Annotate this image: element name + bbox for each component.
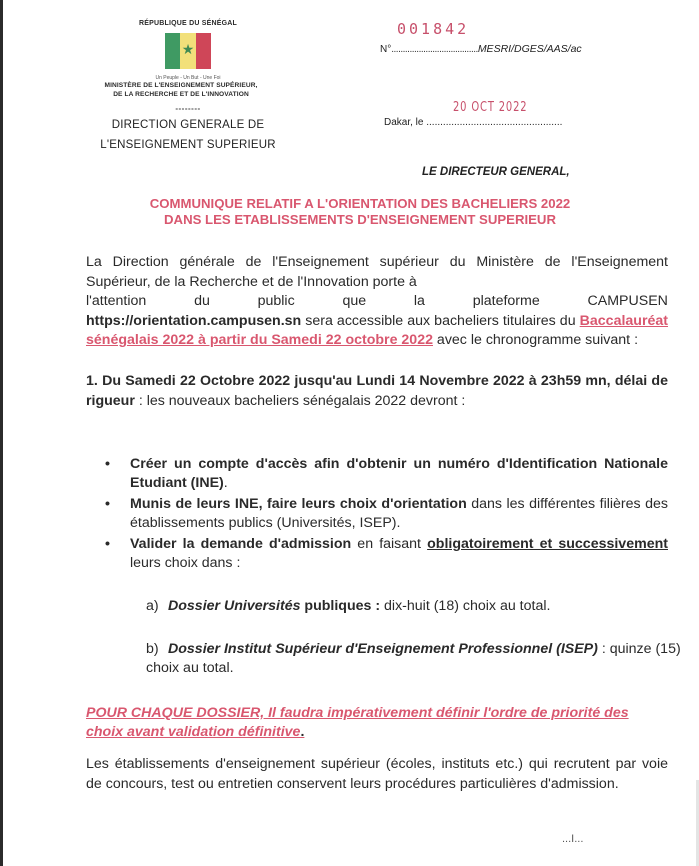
sub-rest: : quinze (15) choix au total.: [146, 641, 681, 676]
bullet-rest: leurs choix dans :: [130, 555, 241, 571]
star-icon: ★: [181, 41, 195, 57]
list-item: [105, 495, 668, 533]
bullet-icon: •: [105, 496, 110, 512]
sub-item-b: [146, 640, 686, 678]
ref-code: MESRI/DGES/AAS/ac: [477, 43, 582, 55]
list-item: [105, 455, 668, 493]
reference-number-stamp: 001842: [397, 20, 470, 38]
national-motto: Un Peuple - Un But - Une Foi: [155, 75, 221, 81]
priority-notice: [86, 704, 668, 742]
sub-item-a: [146, 597, 686, 616]
sub-label: a): [146, 598, 159, 614]
intro-line-1: La Direction générale de l'Enseignement supérieur du Ministère de l'Enseignement Supérieur, de la Recherche et de l'Innovation porte à: [86, 254, 668, 290]
bullet-rest: .: [223, 475, 228, 491]
notice-text: POUR CHAQUE DOSSIER, Il faudra impérativement définir l'ordre de priorité des choix avant validation définitive: [86, 705, 629, 740]
bullet-icon: •: [105, 456, 110, 472]
platform-url-link[interactable]: https://orientation.campusen.sn: [86, 312, 302, 329]
reference-line: [380, 43, 582, 55]
intro-after-highlight: avec le chronogramme suivant :: [432, 332, 639, 348]
ref-dots: ......................................: [391, 44, 478, 55]
closing-paragraph: Les établissements d'enseignement supérieur (écoles, instituts etc.) qui recrutent par voie de concours, test ou entretien conservent leurs procédures particulières d'admission.: [86, 756, 668, 792]
bullet-icon: •: [105, 536, 110, 552]
place-date-line: [384, 117, 562, 128]
sub-bold-italic: Dossier Institut Supérieur d'Enseignement Professionnel (ISEP): [168, 641, 598, 657]
flag-yellow-band: [180, 33, 195, 69]
separator: --------: [175, 104, 201, 113]
word: public: [257, 293, 295, 309]
ref-prefix: N°: [380, 44, 392, 55]
date-dots: .................................................: [426, 117, 563, 128]
republic-name: RÉPUBLIQUE DU SÉNÉGAL: [139, 20, 237, 27]
list-item: [105, 535, 668, 573]
document-title: [60, 196, 660, 228]
bullet-bold: Munis de leurs INE, faire leurs choix d'orientation: [130, 496, 467, 512]
word: plateforme: [472, 293, 540, 309]
ministry-line-1: MINISTÈRE DE L'ENSEIGNEMENT SUPÉRIEUR,: [104, 82, 258, 89]
signatory: LE DIRECTEUR GENERAL,: [422, 166, 570, 178]
bullet-bold-underlined: obligatoirement et successivement: [427, 536, 668, 552]
title-line-1: COMMUNIQUE RELATIF A L'ORIENTATION DES BACHELIERS 2022: [149, 196, 571, 211]
intro-spaced-line: [86, 292, 668, 312]
sub-label: b): [146, 641, 159, 657]
word: la: [413, 293, 425, 309]
title-line-2: DANS LES ETABLISSEMENTS D'ENSEIGNEMENT SUPERIEUR: [164, 212, 556, 227]
letterhead-left: [66, 20, 296, 153]
flag-red-band: [196, 33, 211, 69]
intro-after-url: sera accessible aux bacheliers titulaires du: [301, 312, 580, 329]
sub-bold: publiques :: [300, 598, 381, 614]
page-continuation-marker: ...I...: [562, 833, 584, 845]
intro-paragraph: [86, 253, 668, 351]
bullet-list: [105, 455, 668, 575]
scan-edge-left: [0, 0, 3, 866]
direction-line-2: L'ENSEIGNEMENT SUPERIEUR: [100, 139, 276, 151]
word: CAMPUSEN: [587, 293, 668, 309]
ministry-line-2: DE LA RECHERCHE ET DE L'INNOVATION: [113, 91, 249, 98]
word: l'attention: [86, 293, 147, 309]
sub-bold-italic: Dossier Universités: [168, 598, 301, 614]
word: du: [194, 293, 210, 309]
intro-highlight: Baccalauréat sénégalais 2022 à partir du Samedi 22 octobre 2022: [86, 312, 668, 348]
step-1-rest: : les nouveaux bacheliers sénégalais 2022 devront :: [134, 392, 466, 409]
place-label: Dakar, le: [384, 117, 424, 128]
bullet-mid: en faisant: [351, 536, 428, 552]
bullet-bold: Créer un compte d'accès afin d'obtenir un numéro d'Identification Nationale Etudiant (INE): [130, 456, 668, 491]
bullet-bold: Valider la demande d'admission: [130, 536, 352, 552]
step-1-paragraph: [86, 372, 668, 411]
date-stamp: 20 OCT 2022: [453, 100, 528, 115]
notice-end: .: [300, 724, 305, 740]
direction-line-1: DIRECTION GENERALE DE: [111, 119, 265, 131]
senegal-flag-icon: [165, 33, 211, 69]
step-1-bold: 1. Du Samedi 22 Octobre 2022 jusqu'au Lundi 14 Novembre 2022 à 23h59 mn, délai de rigueur: [86, 373, 668, 409]
bullet-rest: dans les différentes filières des établissements publics (Universités, ISEP).: [130, 496, 668, 531]
sub-rest: dix-huit (18) choix au total.: [380, 598, 551, 614]
word: que: [342, 293, 367, 309]
flag-green-band: [165, 33, 180, 69]
